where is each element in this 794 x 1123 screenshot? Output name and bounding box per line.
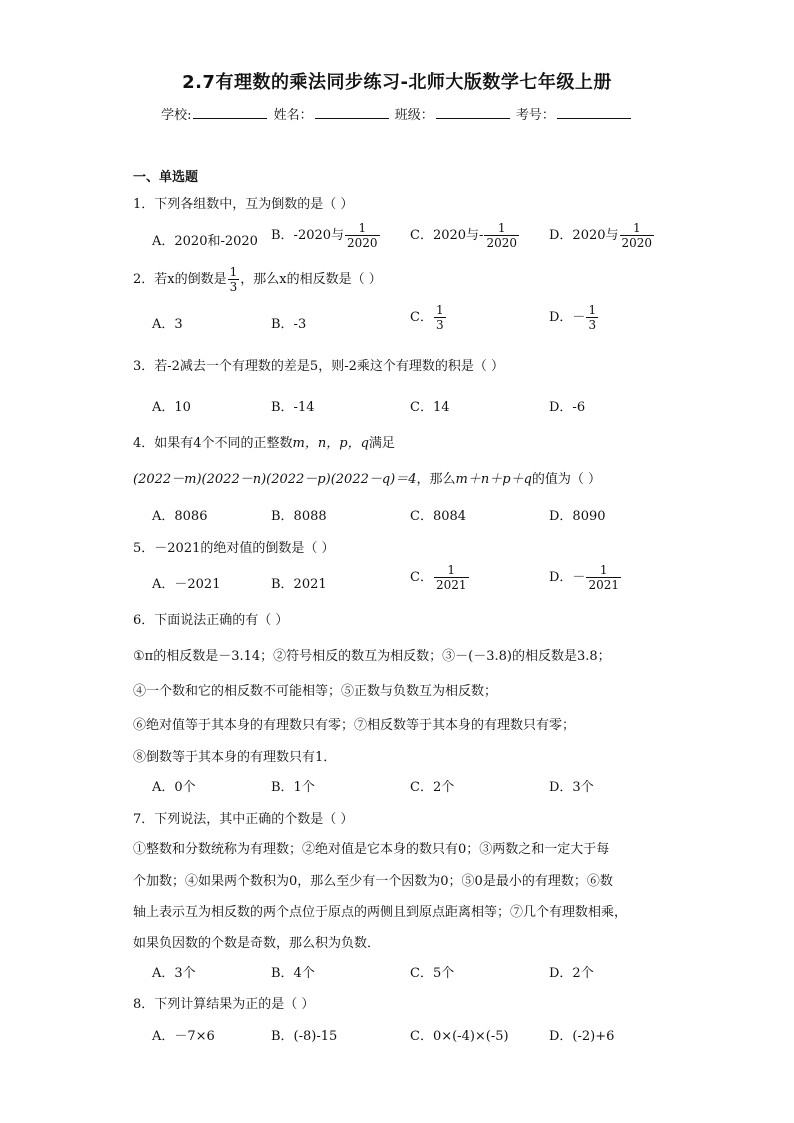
q3-option-d[interactable]: D．-6 [549, 400, 586, 415]
q1-option-a[interactable]: A．2020和-2020 [152, 234, 258, 249]
q1-option-d[interactable] [549, 222, 655, 249]
question-6-stem: 6．下面说法正确的有（ ） [133, 613, 289, 628]
question-5-stem: 5．－2021的绝对值的倒数是（ ） [133, 541, 335, 556]
q1-option-b-text: B．-2020与 [271, 228, 345, 243]
q7-option-c[interactable]: C．5个 [410, 966, 455, 981]
question-7-stem: 7．下列说法，其中正确的个数是（ ） [133, 812, 354, 827]
q6-option-c[interactable]: C．2个 [410, 780, 455, 795]
q7-statement-line-2: 个加数；④如果两个数积为0，那么至少有一个因数为0；⑤0是最小的有理数；⑥数 [133, 874, 613, 889]
q2-option-a[interactable]: A．3 [152, 317, 183, 332]
student-info-line [0, 104, 794, 123]
q4-variables: m，n，p，q [292, 436, 369, 451]
q2-option-c[interactable]: C． $\frac{1}{3}$ [410, 303, 444, 332]
q6-statement-line-2: ④一个数和它的相反数不可能相等；⑤正数与负数互为相反数； [133, 684, 498, 699]
q6-option-b[interactable]: B．1个 [271, 780, 315, 795]
question-1-stem: 1．下列各组数中，互为倒数的是（ ） [133, 197, 354, 212]
q7-option-b[interactable]: B．4个 [271, 966, 315, 981]
name-label: 姓名： [273, 108, 313, 123]
question-2-stem: 2．若x的倒数是 $\frac{1}{3}$ ，那么x的相反数是（ ） [133, 265, 382, 294]
school-blank[interactable] [193, 106, 267, 119]
exam-no-label: 考号： [515, 108, 555, 123]
q7-statement-line-4: 如果负因数的个数是奇数，那么积为负数． [133, 936, 381, 951]
q1-option-b-fraction: $\frac{1}{2020}$ [347, 221, 378, 250]
q1-option-b[interactable] [271, 222, 381, 249]
q5-option-c[interactable]: C． $\frac{1}{2021}$ [410, 563, 467, 592]
q7-option-a[interactable]: A．3个 [152, 966, 196, 981]
q1-option-d-fraction: $\frac{1}{2020}$ [621, 221, 653, 250]
question-3-stem: 3．若-2减去一个有理数的差是5，则-2乘这个有理数的积是（ ） [133, 359, 505, 374]
class-label: 班级： [394, 108, 434, 123]
q4-expression: m＋n＋p＋q [455, 472, 532, 487]
q5-option-d-fraction: $\frac{1}{2021}$ [588, 563, 619, 592]
question-8-stem: 8．下列计算结果为正的是（ ） [133, 997, 315, 1012]
exam-no-blank[interactable] [557, 106, 631, 119]
q7-statement-line-3: 轴上表示互为相反数的两个点位于原点的两侧且到原点距离相等；⑦几个有理数相乘， [133, 905, 628, 920]
q2-option-b[interactable]: B．-3 [271, 317, 307, 332]
question-4-stem-line2: (2022－m)(2022－n)(2022－p)(2022－q)＝4，那么m＋n＋p＋q的值为（ ） [133, 472, 602, 487]
q3-option-b[interactable]: B．-14 [271, 400, 315, 415]
q1-option-d-text: D．2020与 [549, 228, 619, 243]
q1-option-c[interactable] [410, 222, 520, 249]
q4-option-b[interactable]: B．8088 [271, 509, 327, 524]
q3-option-c[interactable]: C．14 [410, 400, 450, 415]
q8-option-c[interactable]: C．0×(-4)×(-5) [410, 1029, 509, 1044]
school-label: 学校: [161, 108, 192, 123]
q4-equation: (2022－m)(2022－n)(2022－p)(2022－q)＝4 [133, 472, 417, 487]
question-4-stem-line1: 4．如果有4个不同的正整数m，n，p，q满足 [133, 436, 395, 451]
section-heading: 一、单选题 [133, 170, 199, 185]
q6-statement-line-1: ①π的相反数是－3.14；②符号相反的数互为相反数；③－(－3.8)的相反数是3.8； [133, 649, 611, 664]
q2-option-c-fraction: $\frac{1}{3}$ [435, 303, 444, 332]
q6-option-d[interactable]: D．3个 [549, 780, 594, 795]
q5-option-c-fraction: $\frac{1}{2021}$ [435, 563, 467, 592]
q7-option-d[interactable]: D．2个 [549, 966, 594, 981]
q6-statement-line-3: ⑥绝对值等于其本身的有理数只有零；⑦相反数等于其本身的有理数只有零； [133, 718, 576, 733]
q5-option-b[interactable]: B．2021 [271, 577, 327, 592]
q6-option-a[interactable]: A．0个 [152, 780, 196, 795]
q4-option-a[interactable]: A．8086 [152, 509, 208, 524]
q7-statement-line-1: ①整数和分数统称为有理数；②绝对值是它本身的数只有0；③两数之和一定大于每 [133, 842, 610, 857]
q5-option-d[interactable]: D．－ $\frac{1}{2021}$ [549, 563, 619, 592]
q5-option-a[interactable]: A．－2021 [152, 577, 221, 592]
q8-option-b[interactable]: B．(-8)-15 [271, 1029, 338, 1044]
q2-option-d[interactable]: D．－ $\frac{1}{3}$ [549, 303, 597, 332]
q4-option-d[interactable]: D．8090 [549, 509, 606, 524]
class-blank[interactable] [436, 106, 510, 119]
q8-option-a[interactable]: A．－7×6 [152, 1029, 215, 1044]
q8-option-d[interactable]: D．(-2)+6 [549, 1029, 615, 1044]
q3-option-a[interactable]: A．10 [152, 400, 191, 415]
name-blank[interactable] [315, 106, 389, 119]
q4-option-c[interactable]: C．8084 [410, 509, 467, 524]
q6-statement-line-4: ⑧倒数等于其本身的有理数只有1． [133, 750, 337, 765]
q1-option-c-text: C．2020与- [410, 228, 484, 243]
page-title: 2.7有理数的乘法同步练习-北师大版数学七年级上册 [182, 72, 612, 93]
q2-option-d-fraction: $\frac{1}{3}$ [588, 303, 597, 332]
q2-stem-fraction: $\frac{1}{3}$ [229, 265, 238, 294]
q1-option-c-fraction: $\frac{1}{2020}$ [486, 221, 517, 250]
